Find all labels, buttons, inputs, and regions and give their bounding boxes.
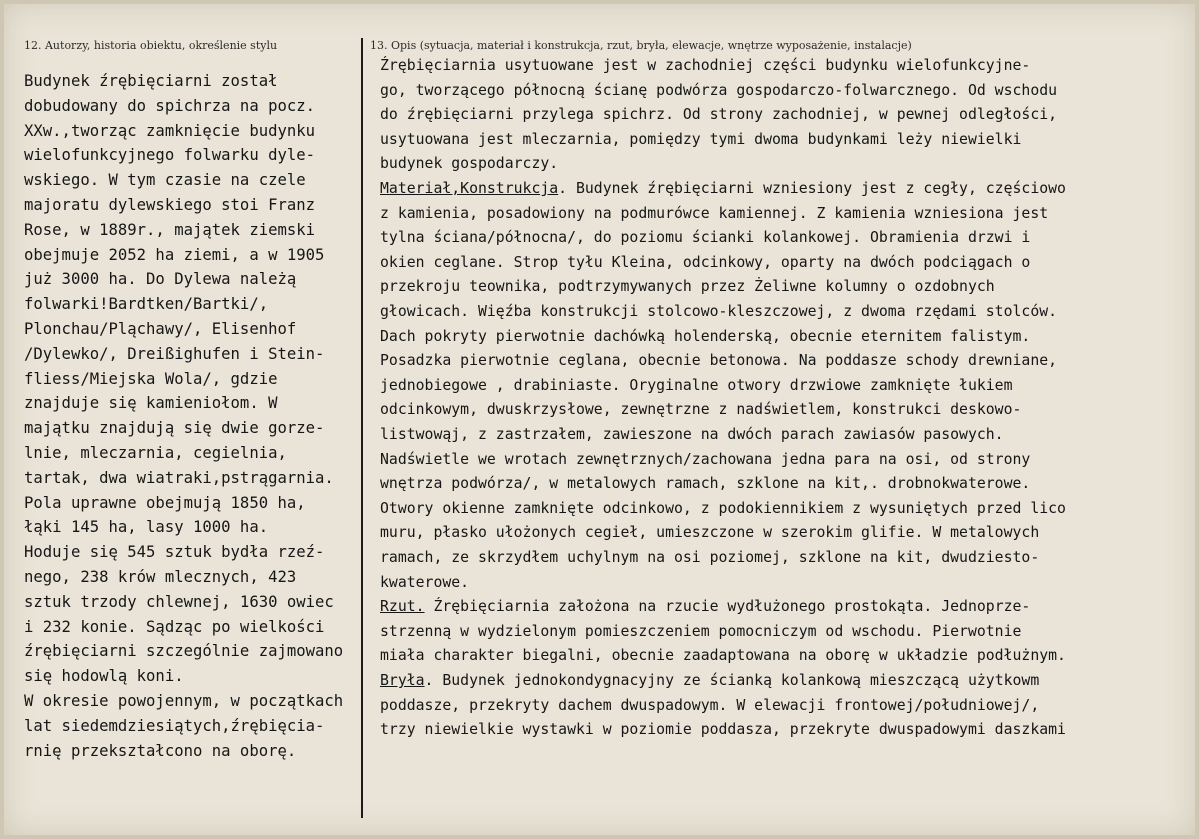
left-line-text: Hoduje się 545 sztuk bydła rzeź- bbox=[24, 543, 325, 562]
left-line-text: tartak, dwa wiatraki,pstrągarnia. bbox=[24, 468, 334, 487]
right-line-text bbox=[380, 697, 1039, 714]
left-column-header: 12. Autorzy, historia obiektu, określenie stylu bbox=[24, 39, 278, 52]
right-line-text bbox=[380, 57, 1030, 74]
left-line-text: łąki 145 ha, lasy 1000 ha. bbox=[24, 518, 269, 537]
left-line-text: rnię przekształcono na oborę. bbox=[24, 741, 297, 760]
left-line-text: majoratu dylewskiego stoi Franz bbox=[24, 196, 316, 214]
left-line-text: źrębięciarni szczególnie zajmowano bbox=[24, 642, 344, 661]
line-body: kwaterowe. bbox=[380, 573, 470, 591]
line-body: wnętrza podwórza/, w metalowych ramach, szklone na kit,. drobnokwaterowe. bbox=[380, 475, 1031, 493]
left-line-text: Budynek źrębięciarni został bbox=[24, 72, 278, 90]
line-body: do źrębięciarni przylega spichrz. Od strony zachodniej, w pewnej odległości, bbox=[380, 106, 1058, 124]
right-line-text bbox=[380, 180, 1066, 197]
left-line-text: fliess/Miejska Wola/, gdzie bbox=[24, 369, 278, 388]
right-line-text bbox=[380, 549, 1039, 566]
left-line-text: folwarki!Bardtken/Bartki/, bbox=[24, 295, 269, 314]
line-body: okien ceglane. Strop tyłu Kleina, odcinkowy, oparty na dwóch podciągach o bbox=[380, 253, 1031, 271]
line-body: budynek gospodarczy. bbox=[380, 155, 559, 173]
line-body: go, tworzącego północną ścianę podwórza gospodarczo-folwarcznego. Od wschodu bbox=[380, 81, 1058, 99]
right-line-text bbox=[380, 721, 1066, 738]
left-line-text: W okresie powojennym, w początkach bbox=[24, 692, 344, 710]
right-line-text bbox=[380, 426, 1004, 443]
line-body: głowicach. Więźba konstrukcji stolcowo-kleszczowej, z dwoma rzędami stolców. bbox=[380, 303, 1058, 320]
left-line-text: znajduje się kamieniołom. W bbox=[24, 394, 278, 413]
right-line-text bbox=[380, 623, 1021, 640]
line-body: tylna ściana/północna/, do poziomu ścianki kolankowej. Obramienia drzwi i bbox=[380, 229, 1031, 247]
line-body: Otwory okienne zamknięte odcinkowo, z podokiennikiem z wysuniętych przed lico bbox=[380, 499, 1066, 517]
left-line-text: /Dylewko/, Dreißighufen i Stein- bbox=[24, 344, 325, 363]
left-line-text: lat siedemdziesiątych,źrębięcia- bbox=[24, 716, 325, 735]
right-column-header: 13. Opis (sytuacja, materiał i konstrukcja, rzut, bryła, elewacje, wnętrze wyposażenie, instalacje) bbox=[370, 39, 912, 52]
section-heading: Materiał,Konstrukcja bbox=[380, 180, 559, 197]
left-line-text: majątku znajdują się dwie gorze- bbox=[24, 419, 325, 438]
right-line-text bbox=[380, 155, 558, 172]
left-line-text: obejmuje 2052 ha ziemi, a w 1905 bbox=[24, 245, 325, 264]
line-body: poddasze, przekryty dachem dwuspadowym. W elewacji frontowej/południowej/, bbox=[380, 696, 1040, 714]
right-line-text bbox=[380, 574, 469, 591]
line-body: strzenną w wydzielonym pomieszczeniem pomocniczym od wschodu. Pierwotnie bbox=[380, 622, 1022, 640]
right-line-text bbox=[380, 106, 1057, 123]
right-line-text bbox=[380, 82, 1057, 99]
right-line-text bbox=[380, 475, 1030, 492]
right-line-text bbox=[380, 524, 1039, 541]
right-line-text bbox=[380, 377, 1013, 394]
line-body: . Budynek jednokondygnacyjny ze ścianką kolankową mieszczącą użytkowm bbox=[424, 672, 1040, 689]
line-body: ramach, ze skrzydłem uchylnym na osi poziomej, szklone na kit, dwudziesto- bbox=[380, 549, 1040, 566]
left-line-text: Rose, w 1889r., majątek ziemski bbox=[24, 220, 316, 239]
left-line-text: Plonchau/Pląchawy/, Elisenhof bbox=[24, 320, 297, 338]
line-body: z kamienia, posadowiony na podmurówce kamiennej. Z kamienia wzniesiona jest bbox=[380, 204, 1049, 222]
right-line-text bbox=[380, 598, 1030, 615]
right-line-text bbox=[380, 352, 1057, 369]
right-line-text bbox=[380, 500, 1066, 517]
left-line-text: dobudowany do spichrza na pocz. bbox=[24, 96, 316, 115]
line-body: usytuowana jest mleczarnia, pomiędzy tymi dwoma budynkami leży niewielki bbox=[380, 130, 1022, 148]
right-line-text bbox=[380, 278, 995, 295]
line-body: trzy niewielkie wystawki w poziomie poddasza, przekryte dwuspadowymi daszkami bbox=[380, 721, 1066, 739]
left-line-text: i 232 konie. Sądząc po wielkości bbox=[24, 617, 325, 636]
column-divider bbox=[361, 38, 363, 818]
line-body: przekroju teownika, podtrzymywanych przez Żeliwne kolumny o ozdobnych bbox=[380, 278, 995, 296]
line-body: Źrębięciarnia usytuowane jest w zachodniej części budynku wielofunkcyjne- bbox=[380, 57, 1031, 74]
right-line-text bbox=[380, 647, 1066, 664]
right-line-text bbox=[380, 205, 1048, 222]
right-line-text bbox=[380, 131, 1021, 148]
left-line-text: lnie, mleczarnia, cegielnia, bbox=[24, 444, 287, 462]
right-line-text bbox=[380, 451, 1030, 468]
line-body: Dach pokryty pierwotnie dachówką holenderską, obecnie eternitem falistym. bbox=[380, 327, 1031, 345]
right-line-text bbox=[380, 401, 1021, 418]
left-line-text: nego, 238 krów mlecznych, 423 bbox=[24, 568, 297, 586]
left-line-text: Pola uprawne obejmują 1850 ha, bbox=[24, 493, 306, 512]
left-line-text: już 3000 ha. Do Dylewa należą bbox=[24, 270, 297, 289]
left-line-text: wskiego. W tym czasie na czele bbox=[24, 171, 306, 190]
right-line-text bbox=[380, 328, 1030, 345]
right-line-text bbox=[380, 229, 1030, 246]
right-line-text bbox=[380, 303, 1057, 320]
left-line-text: XXw.,tworząc zamknięcie budynku bbox=[24, 121, 316, 140]
section-heading: Rzut. bbox=[380, 598, 425, 616]
section-heading: Bryła bbox=[380, 672, 425, 689]
line-body: jednobiegowe , drabiniaste. Oryginalne otwory drzwiowe zamknięte łukiem bbox=[380, 376, 1013, 394]
left-line-text: wielofunkcyjnego folwarku dyle- bbox=[24, 146, 316, 165]
line-body: Źrębięciarnia założona na rzucie wydłużonego prostokąta. Jednoprze- bbox=[424, 598, 1031, 616]
line-body: odcinkowym, dwuskrzysłowe, zewnętrzne z nadświetlem, konstrukci deskowo- bbox=[380, 401, 1022, 419]
left-line-text: sztuk trzody chlewnej, 1630 owiec bbox=[24, 592, 334, 611]
right-line-text bbox=[380, 672, 1039, 689]
left-line-text: się hodowlą koni. bbox=[24, 667, 184, 686]
line-body: muru, płasko ułożonych cegieł, umieszczone w szerokim glifie. W metalowych bbox=[380, 524, 1040, 542]
line-body: . Budynek źrębięciarni wzniesiony jest z cegły, częściowo bbox=[558, 180, 1066, 197]
line-body: listwowąj, z zastrzałem, zawieszone na dwóch parach zawiasów pasowych. bbox=[380, 426, 1004, 443]
line-body: Posadzka pierwotnie ceglana, obecnie betonowa. Na poddasze schody drewniane, bbox=[380, 352, 1058, 370]
right-line-text bbox=[380, 254, 1030, 271]
line-body: Nadświetle we wrotach zewnętrznych/zachowana jedna para na osi, od strony bbox=[380, 450, 1031, 468]
line-body: miała charakter biegalni, obecnie zaadaptowana na oborę w układzie podłużnym. bbox=[380, 647, 1066, 665]
